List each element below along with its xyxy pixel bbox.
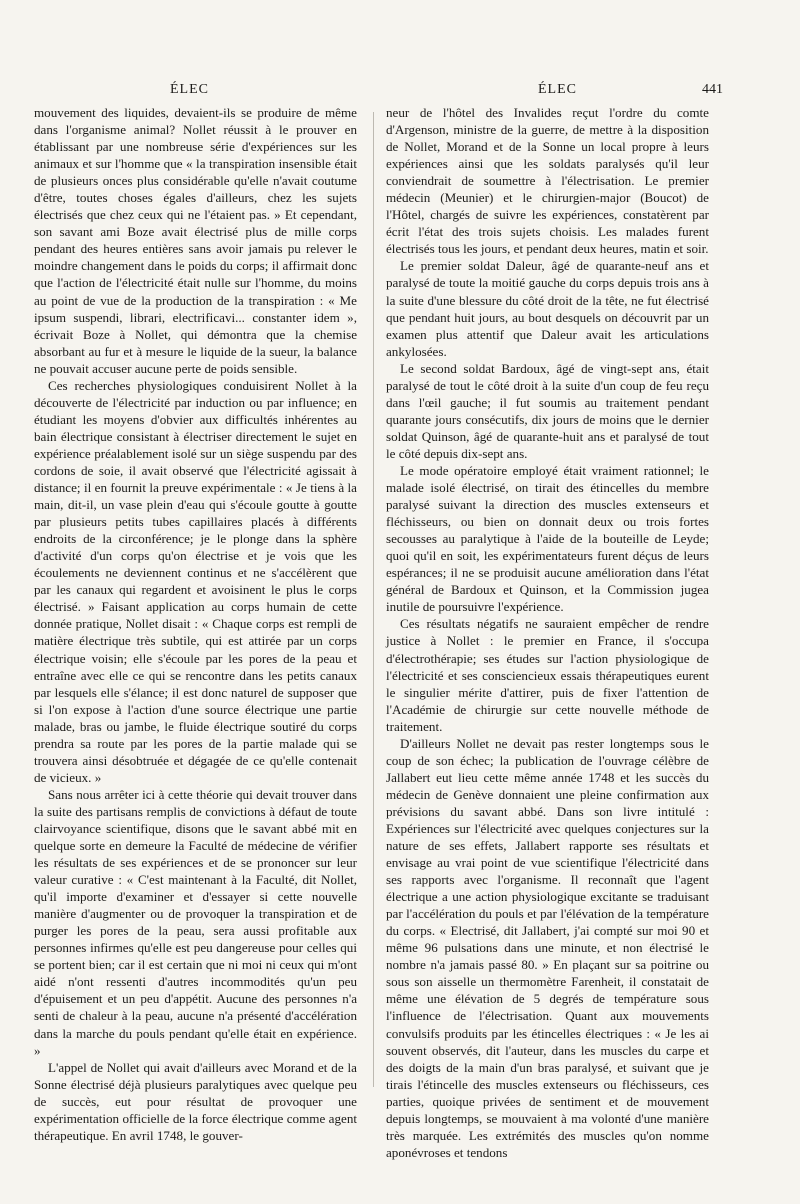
right-running-head: ÉLEC <box>538 82 577 97</box>
paragraph: neur de l'hôtel des Invalides reçut l'ordre du comte d'Argenson, ministre de la guerre, de mettre à la disposition de Nollet, Morand et de la Sonne un local propre à leurs expériences ainsi que les soldats paralysés qu'il leur conviendrait de soumettre à l'électrisation. Le premier médecin (Meunier) et le chirurgien-major (Boucot) de l'Hôtel, chargés de suivre les expériences, constatèrent par écrit l'état des trois sujets choisis. Les malades furent électrisés tous les jours, et pendant deux heures, matin et soir. <box>386 105 709 257</box>
paragraph: Le second soldat Bardoux, âgé de vingt-sept ans, était paralysé de tout le côté droit à la suite d'un coup de feu reçu dans l'œil gauche; il fut soumis au traitement pendant quarante jours consécutifs, dix jours de moins que le dernier soldat Quinson, âgé de quarante-huit ans et paralysé de tout le côté depuis dix-sept ans. <box>386 360 709 461</box>
paragraph: Ces résultats négatifs ne sauraient empêcher de rendre justice à Nollet : le premier en France, il s'occupa d'électrothérapie; ses études sur l'action physiologique de l'électricité et ses consciencieux essais thérapeutiques eurent le singulier mérite d'attirer, puis de fixer l'attention de l'Académie de chirurgie sur cette nouvelle méthode de traitement. <box>386 616 709 734</box>
left-running-head: ÉLEC <box>170 82 209 97</box>
right-text-column <box>386 104 709 1161</box>
page-number: 441 <box>702 82 723 97</box>
paragraph: Sans nous arrêter ici à cette théorie qui devait trouver dans la suite des partisans remplis de convictions à défaut de toute clairvoyance scientifique, disons que le savant abbé mit en quelque sorte en demeure la Faculté de médecine de vérifier les résultats de ses expériences et de se prononcer sur leur valeur curative : « C'est maintenant à la Faculté, dit Nollet, qu'il importe d'examiner et d'essayer si cette nouvelle manière d'augmenter ou de provoquer la transpiration et de purger les pores de la peau, sera aussi profitable aux personnes infirmes qu'elle est peu dangereuse pour celles qui se portent bien; car il est certain que ni moi ni ceux qui m'ont aidé n'ont ressenti d'autres incommodités qu'un peu d'épuisement et un peu d'appétit. Aucune des personnes n'a senti de chaleur à la peau, aucune n'a présenté d'accélération dans la marche du pouls pendant qu'elle était en expérience. » <box>34 786 357 1058</box>
paragraph: Le premier soldat Daleur, âgé de quarante-neuf ans et paralysé de toute la moitié gauche du corps depuis trois ans à la suite d'une blessure du côté droit de la tête, ne fut électrisé que pendant huit jours, au bout desquels on découvrit par un examen plus attentif que Daleur avait les articulations ankylosées. <box>386 258 709 359</box>
paragraph: D'ailleurs Nollet ne devait pas rester longtemps sous le coup de son échec; la publication de l'ouvrage célèbre de Jallabert eut lieu cette même année 1748 et les succès du médecin de Genève donnaient une pleine confirmation aux prévisions du savant abbé. Dans son livre intitulé : Expériences sur l'électricité avec quelques conjectures sur la nature de ses effets, Jallabert rapporte ses résultats et envisage au vrai point de vue scientifique l'électricité dans ses rapports avec l'organisme. Il reconnaît que l'agent électrique a une action physiologique excitante se traduisant par l'accélération du pouls et par l'élévation de la température du corps. « Electrisé, dit Jallabert, j'ai compté sur moi 90 et même 96 pulsations dans une minute, et non électrisé le nombre n'a jamais passé 80. » En plaçant sur sa poitrine ou sous son aisselle un thermomètre Farenheit, il constatait de même une élévation de 5 degrés de température sous l'influence de l'électrisation. Quant aux mouvements convulsifs produits par les étincelles électriques : « Je les ai souvent observés, dit l'auteur, dans les muscles du carpe et des doigts de la main d'un bras paralysé, et suivant que je tirais l'étincelle des muscles extenseurs ou fléchisseurs, ces parties, quoique privées de sentiment et de mouvement depuis longtemps, se mouvaient à ma volonté d'une manière très marquée. Les extrémités des muscles qu'on nomme aponévroses et tendons <box>386 735 709 1160</box>
paragraph: Ces recherches physiologiques conduisirent Nollet à la découverte de l'électricité par induction ou par influence; en étudiant les moyens d'obvier aux difficultés inhérentes au bain électrique consistant à électriser directement le sujet en expérience préalablement isolé sur un siège suspendu par des cordons de soie, il avait observé que l'électricité agissait à distance; il en fournit la preuve expérimentale : « Je tiens à la main, dit-il, un vase plein d'eau qui s'écoule goutte à goutte par plusieurs petits tubes capillaires placés à différents endroits de la circonférence; je le plonge dans la sphère d'activité d'un corps qu'on électrise et je vois que les écoulements ne deviennent continus et ne s'accélèrent que par les canaux qui regardent et avoisinent le plus le corps électrisé. » Faisant application au corps humain de cette donnée pratique, Nollet disait : « Chaque corps est rempli de matière électrique très subtile, qui est attirée par un corps électrique voisin; elle s'écoule par les pores de la peau et entraîne avec elle ce qui se rencontre dans les petits canaux par lesquels elle s'élance; il est donc naturel de supposer que si l'on expose à l'action d'une source électrique une partie malade, bras ou jambe, le fluide électrique soutiré du corps prendra sa route par les pores de la partie malade qui se trouvera ainsi désobtruée et dégagée de ce qu'elle contenait de vicieux. » <box>34 377 357 785</box>
paragraph: L'appel de Nollet qui avait d'ailleurs avec Morand et de la Sonne électrisé déjà plusieurs paralytiques avec quelque peu de succès, eut pour résultat de provoquer une expérimentation officielle de la force électrique comme agent thérapeutique. En avril 1748, le gouver- <box>34 1059 357 1143</box>
paragraph: mouvement des liquides, devaient-ils se produire de même dans l'organisme animal? Nollet réussit à le prouver en établissant par une nombreuse série d'expériences sur les animaux et sur l'homme que « la transpiration insensible était de plusieurs onces plus considérable qu'elle n'avait coutume d'être, toutes choses égales d'ailleurs, chez les sujets électrisés que chez ceux qui ne l'étaient pas. » Et cependant, son savant ami Boze avait électrisé plus de mille corps pendant des heures entières sans avoir jamais pu relever le moindre changement dans le poids du corps; il affirmait donc que l'action de l'électricité était nulle sur l'homme, du moins au point de vue de la production de la transpiration : « Me ipsum suspendi, librari, electrificavi... constanter idem », écrivait Boze à Nollet, qui démontra que la chemise absorbant au fur et à mesure le liquide de la sueur, la balance ne pouvait accuser aucune perte de poids sensible. <box>34 105 357 376</box>
column-divider <box>373 112 374 1087</box>
left-text-column <box>34 104 357 1144</box>
paragraph: Le mode opératoire employé était vraiment rationnel; le malade isolé électrisé, on tirait des étincelles du membre paralysé suivant la direction des muscles extenseurs et fléchisseurs, ou bien on donnait deux ou trois fortes secousses au paralytique à l'aide de la bouteille de Leyde; quoi qu'il en soit, les expérimentateurs furent déçus de leurs espérances; il ne se produisit aucune amélioration dans l'état général de Bardoux et Quinson, et la Commission jugea inutile de poursuivre l'expérience. <box>386 462 709 615</box>
